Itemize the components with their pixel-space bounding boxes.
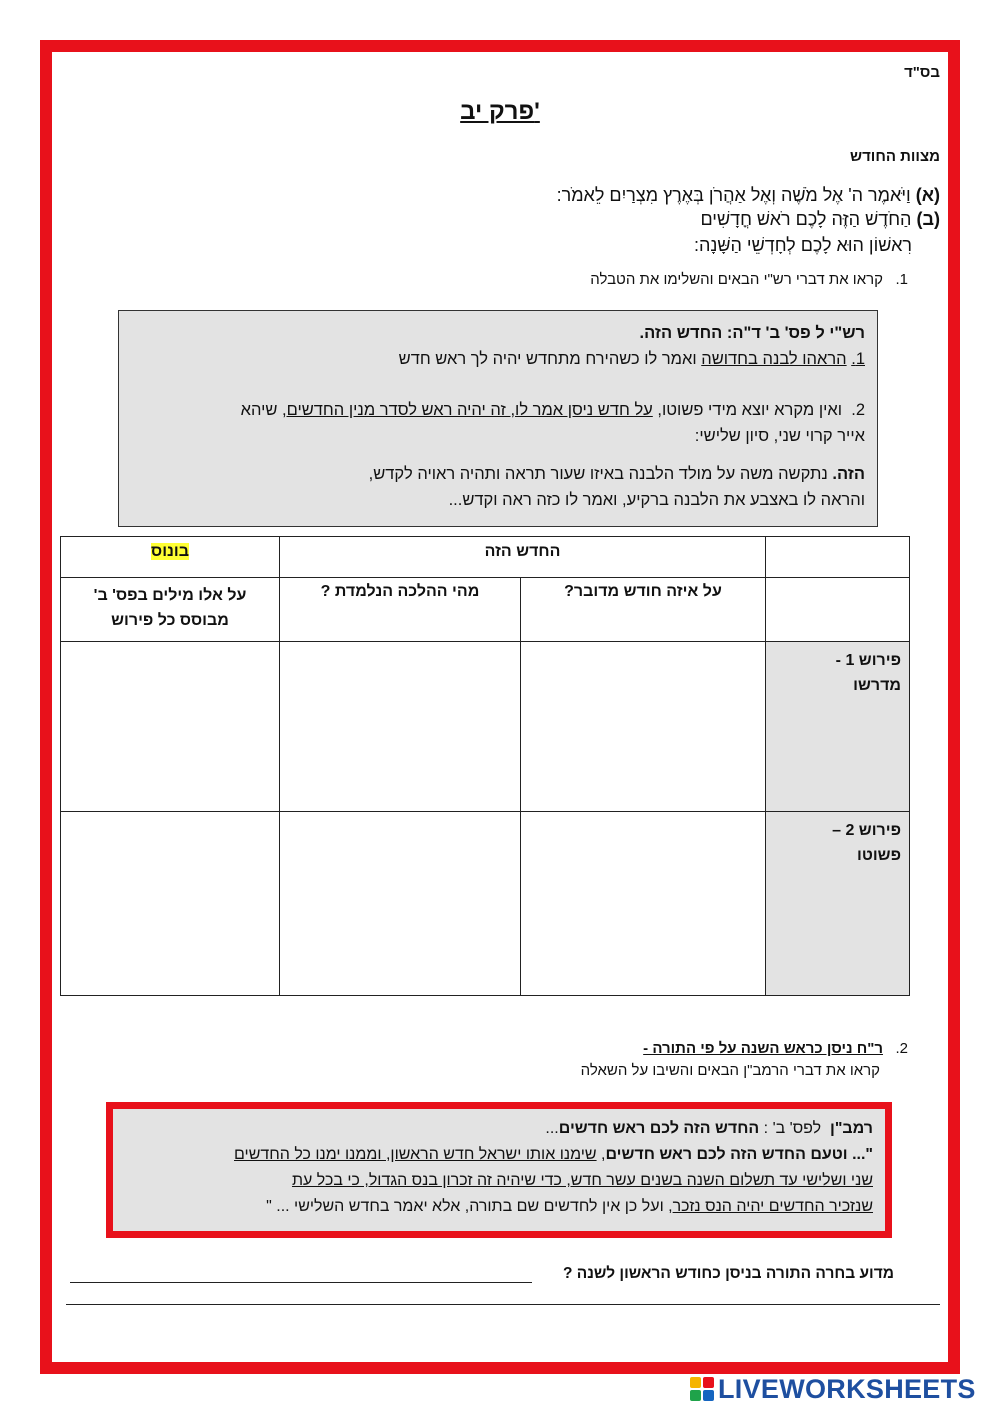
rashi-p2-num: 2. — [851, 401, 865, 419]
worksheet-table — [60, 536, 910, 996]
ramban-line3 — [123, 1168, 873, 1194]
bonus-header-cell — [61, 537, 280, 578]
page-title: פרק יב' — [460, 98, 540, 125]
answer-line-1[interactable] — [70, 1282, 532, 1283]
question2-subtitle: קראו את דברי הרמב"ן הבאים והשיבו על השאלה — [580, 1062, 880, 1079]
row1-line1: פירוש 1 - — [835, 652, 901, 669]
verse-b-text: הַחֹדֶשׁ הַזֶּה לָכֶם רֹאשׁ חֳדָשִׁים — [700, 209, 912, 229]
ramban-l3-underlined: שני ושלישי עד תשלום השנה בשנים עשר חדש, כדי שיהיה זה זכרון בנס הגדול, כי בכל עת — [291, 1172, 873, 1189]
bonus-label: בונוס — [151, 543, 189, 560]
rashi-p1-underlined: הראהו לבנה בחדושה — [701, 350, 847, 368]
verse-a-text: וַיֹּאמֶר ה' אֶל מֹשֶׁה וְאֶל אַהֲרֹן בְּאֶרֶץ מִצְרַיִם לֵאמֹר: — [556, 185, 911, 205]
liveworksheets-brand: LIVEWORKSHEETS — [718, 1373, 976, 1404]
rashi-p2 — [145, 397, 865, 423]
ramban-content — [123, 1116, 873, 1220]
row2-line1: פירוש 2 – — [832, 822, 901, 839]
answer-cell-words-1[interactable] — [61, 642, 280, 812]
ramban-l4-underlined: שנזכיר החדשים יהיה הנס נזכר — [672, 1198, 873, 1215]
rashi-p1 — [145, 346, 865, 372]
question1-number: 1. — [895, 271, 908, 288]
ramban-line2 — [123, 1142, 873, 1168]
row1-line2: מדרשו — [853, 677, 901, 694]
empty-subheader-cell — [766, 578, 910, 642]
question1 — [590, 271, 908, 288]
rashi-p1-rest: ואמר לו כשהירח מתחדש יהיה לך ראש חדש — [398, 350, 697, 368]
rashi-p3-bold: הזה. — [832, 465, 865, 483]
liveworksheets-logo — [690, 1374, 990, 1404]
empty-corner-cell — [766, 537, 910, 578]
col-words-line1: על אלו מילים בפס' ב' — [93, 587, 247, 604]
corner-mark: בס"ד — [904, 64, 940, 81]
answer-line-2[interactable] — [66, 1304, 940, 1305]
verse-a-label: (א) — [915, 185, 940, 205]
ramban-dots: ... — [545, 1120, 559, 1137]
group-header-cell: החדש הזה — [280, 537, 766, 578]
col-halacha-header: מהי ההלכה הנלמדת ? — [280, 578, 521, 642]
rashi-p2-line2: אייר קרוי שני, סיון שלישי: — [694, 427, 865, 445]
verse-b — [700, 206, 940, 232]
table-subheader-row — [61, 578, 910, 642]
verse-c: רִאשׁוֹן הוּא לָכֶם לְחָדְשֵׁי הַשָּׁנָה: — [693, 235, 912, 255]
rashi-p2-start: ואין מקרא יוצא מידי פשוטו, — [657, 401, 843, 419]
question2 — [581, 1038, 908, 1082]
verse-b-label: (ב) — [916, 209, 940, 229]
rashi-p3 — [145, 461, 865, 487]
question2-number: 2. — [895, 1040, 908, 1057]
ramban-l2-b: , — [596, 1146, 606, 1163]
row2-line2: פשוטו — [857, 847, 901, 864]
answer-cell-halacha-1[interactable] — [280, 642, 521, 812]
ramban-label: רמב"ן — [829, 1120, 873, 1137]
rashi-p2-underlined: על חדש ניסן אמר לו, זה יהיה ראש לסדר מנין החדשים, — [282, 401, 653, 419]
answer-cell-words-2[interactable] — [61, 812, 280, 996]
col-words-line2: מבוסס כל פירוש — [111, 612, 229, 629]
ramban-line4 — [123, 1194, 873, 1220]
answer-cell-month-1[interactable] — [521, 642, 766, 812]
rashi-heading: רש"י ל פס' ב' ד"ה: החדש הזה. — [639, 324, 865, 342]
ramban-quote-bold: החדש הזה לכם ראש חדשים — [558, 1120, 760, 1137]
table-row — [61, 812, 910, 996]
col-words-header — [61, 578, 280, 642]
table-row — [61, 642, 910, 812]
final-question: מדוע בחרה התורה בניסן כחודש הראשון לשנה ? — [562, 1265, 894, 1282]
ramban-l2-underlined: שימנו אותו ישראל חדש הראשון, וממנו ימנו כל החדשים — [234, 1146, 597, 1163]
rashi-p3-line1: נתקשה משה על מולד הלבנה באיזו שעור תראה ותהיה ראויה לקדש, — [368, 465, 828, 483]
rashi-content — [145, 320, 865, 513]
ramban-l4-rest: , ועל כן אין לחדשים שם בתורה, אלא יאמר בחדש השלישי ... " — [266, 1198, 673, 1215]
ramban-l2-bold: החדש הזה לכם ראש חדשים — [605, 1146, 806, 1163]
col-month-header: על איזה חודש מדובר? — [521, 578, 766, 642]
ramban-line1 — [123, 1116, 873, 1142]
answer-cell-month-2[interactable] — [521, 812, 766, 996]
row-label-pshat — [766, 812, 910, 996]
row-label-midrash — [766, 642, 910, 812]
table-header-row — [61, 537, 910, 578]
ramban-ref: לפס' ב' : — [763, 1120, 822, 1137]
section-title: מצוות החודש — [850, 148, 940, 165]
question2-title: ר"ח ניסן כראש השנה על פי התורה - — [643, 1040, 883, 1057]
verse-a — [557, 182, 940, 208]
question1-text: קראו את דברי רש"י הבאים והשלימו את הטבלה — [590, 271, 883, 288]
rashi-p2-end: שיהא — [240, 401, 278, 419]
liveworksheets-icon — [690, 1377, 714, 1401]
answer-cell-halacha-2[interactable] — [280, 812, 521, 996]
rashi-p3-line2: והראה לו באצבע את הלבנה ברקיע, ואמר לו כזה ראה וקדש... — [448, 491, 865, 509]
ramban-l2-a: "... וטעם — [805, 1146, 873, 1163]
rashi-p1-num: 1. — [851, 350, 865, 368]
